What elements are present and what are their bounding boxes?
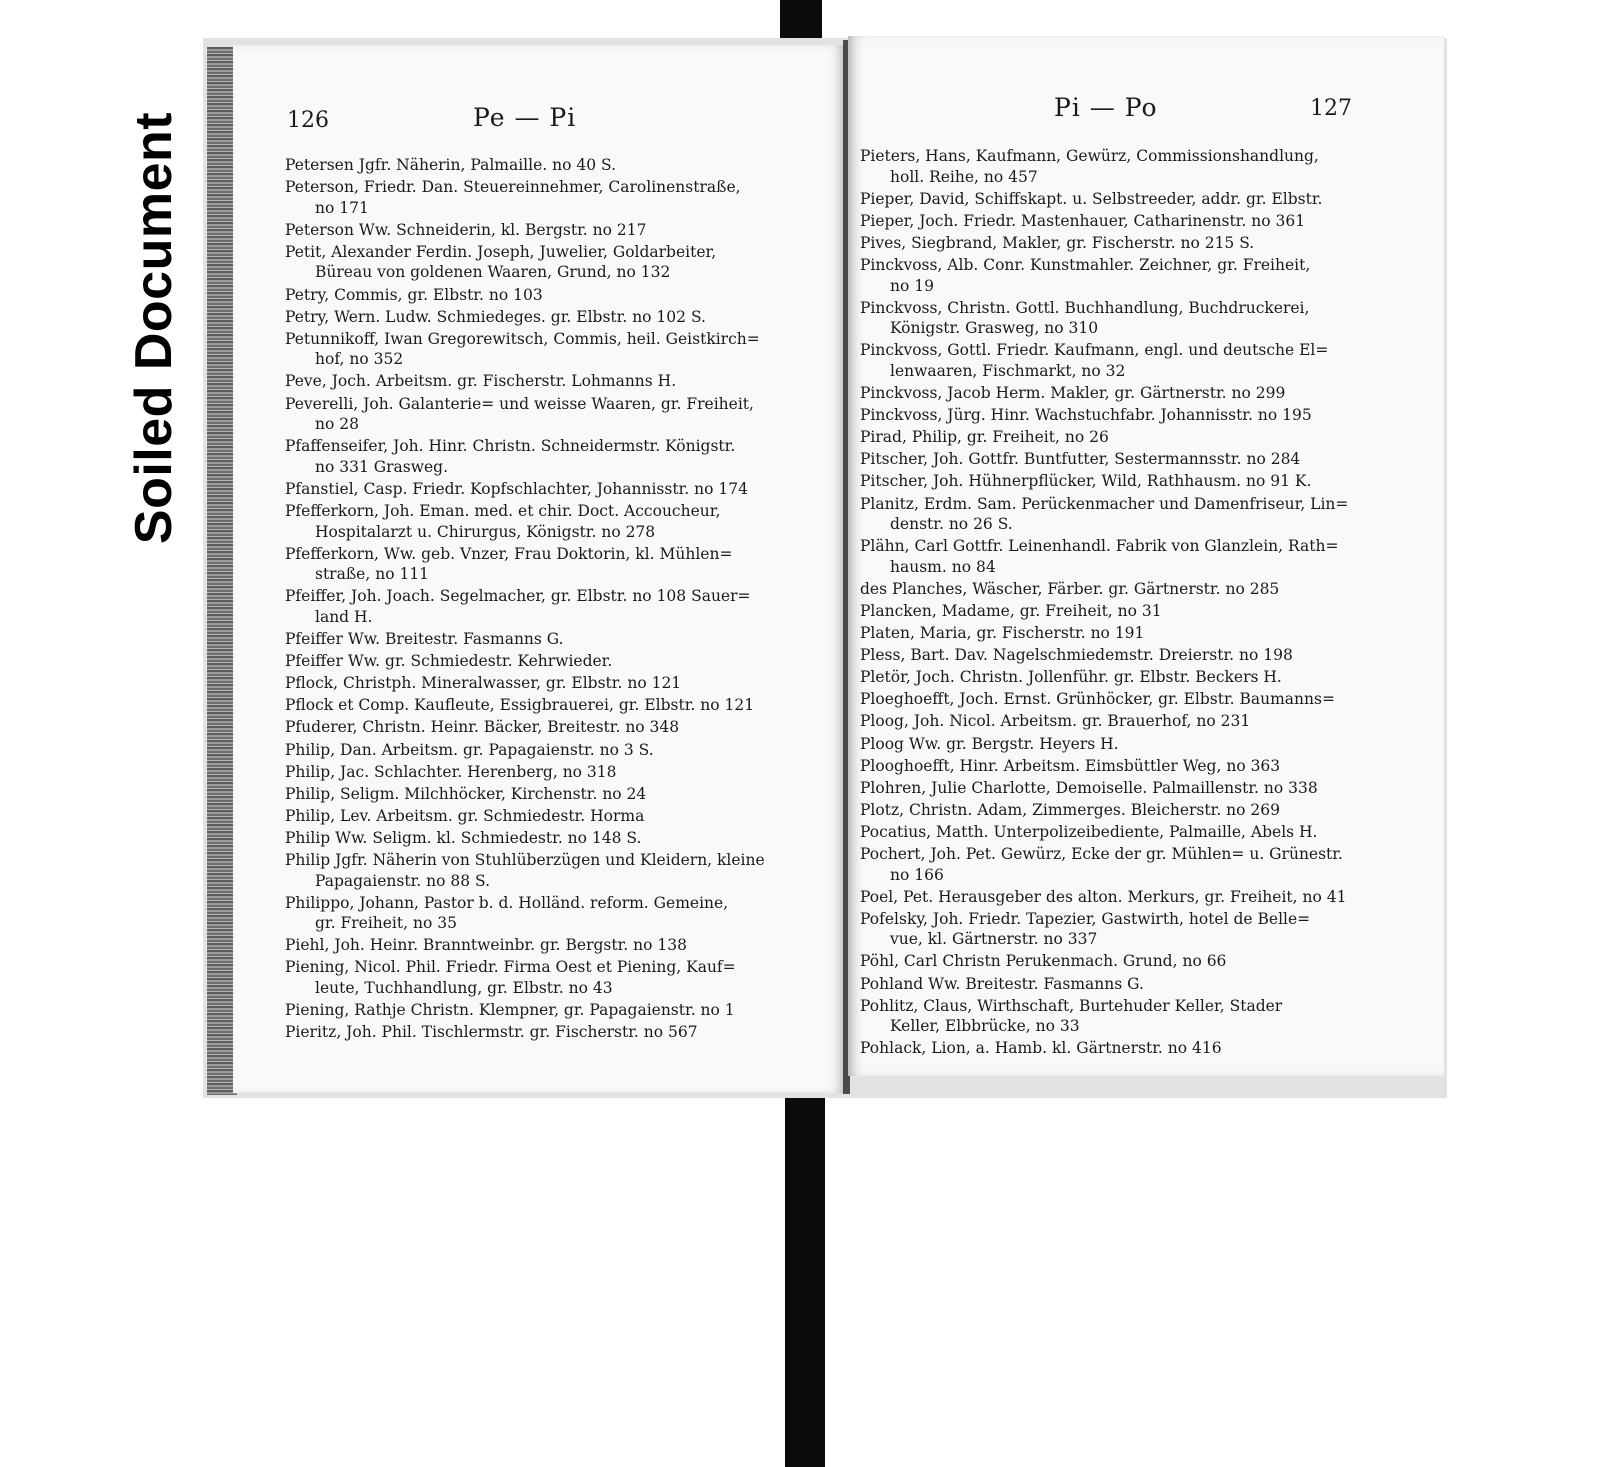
entry-line: Pohlitz, Claus, Wirthschaft, Burtehuder Keller, Stader bbox=[860, 996, 1283, 1015]
entry-line: Plotz, Christn. Adam, Zimmerges. Bleicherstr. no 269 bbox=[860, 800, 1281, 819]
entry-line: Pieritz, Joh. Phil. Tischlermstr. gr. Fischerstr. no 567 bbox=[285, 1023, 698, 1042]
directory-entry bbox=[860, 494, 1348, 535]
directory-entry bbox=[860, 211, 1348, 232]
entry-line: Pieper, Joch. Friedr. Mastenhauer, Catharinenstr. no 361 bbox=[860, 211, 1306, 230]
entry-continuation-line: no 19 bbox=[890, 276, 934, 295]
entry-continuation-line: leute, Tuchhandlung, gr. Elbstr. no 43 bbox=[315, 979, 613, 998]
entry-continuation-line: Papagaienstr. no 88 S. bbox=[315, 871, 491, 890]
directory-entry bbox=[285, 177, 765, 218]
entry-line: Petit, Alexander Ferdin. Joseph, Juwelier, Goldarbeiter, bbox=[285, 242, 717, 261]
entry-line: Peterson, Friedr. Dan. Steuereinnehmer, Carolinenstraße, bbox=[285, 178, 741, 197]
directory-entry bbox=[860, 471, 1348, 492]
entry-line: Pitscher, Joh. Hühnerpflücker, Wild, Rathhausm. no 91 K. bbox=[860, 472, 1312, 491]
directory-entry bbox=[285, 436, 765, 477]
entry-line: Pletör, Joch. Christn. Jollenführ. gr. Elbstr. Beckers H. bbox=[860, 668, 1282, 687]
entry-line: Pohland Ww. Breitestr. Fasmanns G. bbox=[860, 974, 1144, 993]
entry-continuation-line: gr. Freiheit, no 35 bbox=[315, 914, 457, 933]
entry-line: Plohren, Julie Charlotte, Demoiselle. Palmaillenstr. no 338 bbox=[860, 778, 1318, 797]
entry-line: Petry, Commis, gr. Elbstr. no 103 bbox=[285, 285, 543, 304]
directory-entry bbox=[860, 667, 1348, 688]
directory-entry bbox=[860, 601, 1348, 622]
directory-entry bbox=[860, 844, 1348, 885]
directory-entry bbox=[285, 242, 765, 283]
directory-entry bbox=[860, 427, 1348, 448]
directory-entry bbox=[285, 285, 765, 306]
entry-line: Pieters, Hans, Kaufmann, Gewürz, Commissionshandlung, bbox=[860, 147, 1319, 165]
entry-continuation-line: denstr. no 26 S. bbox=[890, 515, 1013, 534]
entry-line: Pless, Bart. Dav. Nagelschmiedemstr. Dreierstr. no 198 bbox=[860, 646, 1293, 665]
entry-line: Pfaffenseifer, Joh. Hinr. Christn. Schneidermstr. Königstr. bbox=[285, 437, 736, 456]
entry-line: Pofelsky, Joh. Friedr. Tapezier, Gastwirth, hotel de Belle= bbox=[860, 909, 1311, 928]
directory-entry bbox=[860, 756, 1348, 777]
directory-entry bbox=[860, 711, 1348, 732]
entry-line: Petunnikoff, Iwan Gregorewitsch, Commis, heil. Geistkirch= bbox=[285, 329, 760, 348]
entry-line: Plähn, Carl Gottfr. Leinenhandl. Fabrik von Glanzlein, Rath= bbox=[860, 537, 1339, 556]
entry-line: Philip, Dan. Arbeitsm. gr. Papagaienstr. no 3 S. bbox=[285, 740, 654, 759]
entry-continuation-line: holl. Reihe, no 457 bbox=[890, 167, 1038, 186]
entry-continuation-line: hausm. no 84 bbox=[890, 557, 996, 576]
directory-entry bbox=[860, 623, 1348, 644]
bookmark-ribbon-bottom bbox=[785, 1072, 825, 1467]
left-page-number: 126 bbox=[287, 108, 329, 133]
right-running-head: Pi — Po bbox=[1054, 93, 1158, 122]
entry-line: Pinckvoss, Jacob Herm. Makler, gr. Gärtnerstr. no 299 bbox=[860, 384, 1286, 403]
entry-line: Pinckvoss, Christn. Gottl. Buchhandlung, Buchdruckerei, bbox=[860, 298, 1310, 317]
directory-entry bbox=[860, 800, 1348, 821]
directory-entry bbox=[285, 479, 765, 500]
directory-entry bbox=[285, 1022, 765, 1043]
entry-line: Pfuderer, Christn. Heinr. Bäcker, Breitestr. no 348 bbox=[285, 718, 680, 737]
entry-continuation-line: vue, kl. Gärtnerstr. no 337 bbox=[890, 930, 1098, 949]
directory-entry bbox=[285, 762, 765, 783]
entry-line: Pflock et Comp. Kaufleute, Essigbrauerei, gr. Elbstr. no 121 bbox=[285, 696, 755, 715]
directory-entry bbox=[285, 806, 765, 827]
entry-line: Pfeiffer Ww. Breitestr. Fasmanns G. bbox=[285, 630, 564, 649]
entry-line: Philip, Seligm. Milchhöcker, Kirchenstr. no 24 bbox=[285, 784, 647, 803]
directory-entry bbox=[860, 340, 1348, 381]
entry-line: Philip Jgfr. Näherin von Stuhlüberzügen und Kleidern, kleine bbox=[285, 851, 765, 869]
directory-entry bbox=[285, 371, 765, 392]
directory-entry bbox=[285, 717, 765, 738]
directory-entry bbox=[285, 740, 765, 761]
directory-entry bbox=[860, 1038, 1348, 1059]
directory-entry bbox=[860, 689, 1348, 710]
entry-line: Pflock, Christph. Mineralwasser, gr. Elbstr. no 121 bbox=[285, 674, 682, 693]
entry-line: Peve, Joch. Arbeitsm. gr. Fischerstr. Lohmanns H. bbox=[285, 372, 677, 391]
entry-line: Pfanstiel, Casp. Friedr. Kopfschlachter, Johannisstr. no 174 bbox=[285, 479, 748, 498]
directory-entry bbox=[285, 695, 765, 716]
entry-line: Pfeiffer Ww. gr. Schmiedestr. Kehrwieder. bbox=[285, 652, 613, 671]
directory-entry bbox=[285, 629, 765, 650]
directory-entry bbox=[860, 951, 1348, 972]
directory-entry bbox=[285, 957, 765, 998]
directory-entry bbox=[860, 405, 1348, 426]
entry-continuation-line: hof, no 352 bbox=[315, 350, 404, 369]
directory-entry bbox=[860, 189, 1348, 210]
entry-continuation-line: straße, no 111 bbox=[315, 565, 430, 584]
soiled-document-label bbox=[125, 80, 183, 575]
entry-line: Piehl, Joh. Heinr. Branntweinbr. gr. Bergstr. no 138 bbox=[285, 936, 687, 955]
entry-line: Pinckvoss, Gottl. Friedr. Kaufmann, engl. und deutsche El= bbox=[860, 341, 1329, 360]
directory-entry bbox=[860, 255, 1348, 296]
directory-entry bbox=[860, 822, 1348, 843]
directory-entry bbox=[860, 449, 1348, 470]
entry-continuation-line: lenwaaren, Fischmarkt, no 32 bbox=[890, 361, 1126, 380]
directory-entry bbox=[860, 996, 1348, 1037]
entry-line: Plancken, Madame, gr. Freiheit, no 31 bbox=[860, 601, 1162, 620]
entry-continuation-line: no 28 bbox=[315, 415, 359, 434]
entry-line: Pinckvoss, Jürg. Hinr. Wachstuchfabr. Johannisstr. no 195 bbox=[860, 406, 1312, 425]
directory-entry bbox=[285, 586, 765, 627]
directory-entry bbox=[285, 329, 765, 370]
directory-entry bbox=[285, 155, 765, 176]
entry-line: Peverelli, Joh. Galanterie= und weisse Waaren, gr. Freiheit, bbox=[285, 394, 754, 413]
entry-continuation-line: no 171 bbox=[315, 198, 369, 217]
directory-entry bbox=[860, 734, 1348, 755]
directory-entry bbox=[860, 909, 1348, 950]
entry-line: Pieper, David, Schiffskapt. u. Selbstreeder, addr. gr. Elbstr. bbox=[860, 189, 1323, 208]
right-page-number: 127 bbox=[1310, 96, 1352, 121]
entry-line: Pochert, Joh. Pet. Gewürz, Ecke der gr. Mühlen= u. Grünestr. bbox=[860, 845, 1343, 863]
directory-entry bbox=[285, 394, 765, 435]
entry-line: Ploog Ww. gr. Bergstr. Heyers H. bbox=[860, 734, 1119, 753]
entry-line: Pinckvoss, Alb. Conr. Kunstmahler. Zeichner, gr. Freiheit, bbox=[860, 255, 1311, 274]
entry-continuation-line: Königstr. Grasweg, no 310 bbox=[890, 319, 1099, 338]
directory-entry bbox=[860, 146, 1348, 187]
left-running-head: Pe — Pi bbox=[473, 103, 577, 132]
entry-line: Platen, Maria, gr. Fischerstr. no 191 bbox=[860, 624, 1145, 643]
entry-line: Pöhl, Carl Christn Perukenmach. Grund, no 66 bbox=[860, 952, 1227, 971]
directory-entry bbox=[860, 536, 1348, 577]
directory-entry bbox=[860, 887, 1348, 908]
entry-continuation-line: Büreau von goldenen Waaren, Grund, no 132 bbox=[315, 263, 671, 282]
directory-entry bbox=[285, 544, 765, 585]
entry-line: Pfefferkorn, Joh. Eman. med. et chir. Doct. Accoucheur, bbox=[285, 502, 721, 520]
entry-line: Piening, Nicol. Phil. Friedr. Firma Oest et Piening, Kauf= bbox=[285, 958, 736, 977]
entry-line: Philip, Lev. Arbeitsm. gr. Schmiedestr. Horma bbox=[285, 806, 645, 825]
left-entry-list bbox=[285, 155, 765, 1044]
directory-entry bbox=[285, 220, 765, 241]
right-entry-list bbox=[860, 146, 1348, 1060]
entry-line: Pives, Siegbrand, Makler, gr. Fischerstr. no 215 S. bbox=[860, 233, 1255, 252]
entry-line: Petry, Wern. Ludw. Schmiedeges. gr. Elbstr. no 102 S. bbox=[285, 307, 706, 326]
entry-line: Philip Ww. Seligm. kl. Schmiedestr. no 148 S. bbox=[285, 828, 642, 847]
entry-line: Plooghoefft, Hinr. Arbeitsm. Eimsbüttler Weg, no 363 bbox=[860, 756, 1281, 775]
entry-continuation-line: Hospitalarzt u. Chirurgus, Königstr. no 278 bbox=[315, 522, 656, 541]
directory-entry bbox=[860, 383, 1348, 404]
directory-entry bbox=[285, 935, 765, 956]
directory-entry bbox=[860, 233, 1348, 254]
directory-entry bbox=[285, 784, 765, 805]
right-page bbox=[848, 36, 1444, 1076]
directory-entry bbox=[860, 579, 1348, 600]
entry-line: Pocatius, Matth. Unterpolizeibediente, Palmaille, Abels H. bbox=[860, 822, 1318, 841]
entry-line: Ploeghoefft, Joch. Ernst. Grünhöcker, gr. Elbstr. Baumanns= bbox=[860, 690, 1335, 709]
entry-continuation-line: no 166 bbox=[890, 865, 944, 884]
entry-line: Poel, Pet. Herausgeber des alton. Merkurs, gr. Freiheit, no 41 bbox=[860, 887, 1347, 906]
left-page bbox=[233, 45, 845, 1093]
entry-continuation-line: land H. bbox=[315, 607, 373, 626]
soiled-document-text: Soiled Document bbox=[125, 111, 183, 544]
entry-continuation-line: no 331 Grasweg. bbox=[315, 457, 449, 476]
directory-entry bbox=[285, 1000, 765, 1021]
entry-line: Piening, Rathje Christn. Klempner, gr. Papagaienstr. no 1 bbox=[285, 1001, 735, 1020]
directory-entry bbox=[285, 850, 765, 891]
directory-entry bbox=[285, 651, 765, 672]
directory-entry bbox=[860, 778, 1348, 799]
directory-entry bbox=[285, 828, 765, 849]
directory-entry bbox=[860, 974, 1348, 995]
entry-line: Pfefferkorn, Ww. geb. Vnzer, Frau Doktorin, kl. Mühlen= bbox=[285, 544, 733, 563]
entry-continuation-line: Keller, Elbbrücke, no 33 bbox=[890, 1017, 1080, 1036]
entry-line: Pirad, Philip, gr. Freiheit, no 26 bbox=[860, 428, 1109, 447]
directory-entry bbox=[285, 307, 765, 328]
directory-entry bbox=[285, 673, 765, 694]
entry-line: Planitz, Erdm. Sam. Perückenmacher und Damenfriseur, Lin= bbox=[860, 494, 1349, 513]
entry-line: des Planches, Wäscher, Färber. gr. Gärtnerstr. no 285 bbox=[860, 579, 1280, 598]
entry-line: Pohlack, Lion, a. Hamb. kl. Gärtnerstr. no 416 bbox=[860, 1039, 1222, 1058]
entry-line: Peterson Ww. Schneiderin, kl. Bergstr. no 217 bbox=[285, 220, 647, 239]
entry-line: Pfeiffer, Joh. Joach. Segelmacher, gr. Elbstr. no 108 Sauer= bbox=[285, 587, 751, 606]
directory-entry bbox=[285, 501, 765, 542]
entry-line: Pitscher, Joh. Gottfr. Buntfutter, Sestermannsstr. no 284 bbox=[860, 450, 1301, 469]
entry-line: Philip, Jac. Schlachter. Herenberg, no 318 bbox=[285, 762, 617, 781]
directory-entry bbox=[860, 298, 1348, 339]
directory-entry bbox=[860, 645, 1348, 666]
entry-line: Ploog, Joh. Nicol. Arbeitsm. gr. Brauerhof, no 231 bbox=[860, 712, 1251, 731]
entry-line: Petersen Jgfr. Näherin, Palmaille. no 40 S. bbox=[285, 156, 617, 174]
entry-line: Philippo, Johann, Pastor b. d. Holländ. reform. Gemeine, bbox=[285, 893, 729, 912]
directory-entry bbox=[285, 893, 765, 934]
